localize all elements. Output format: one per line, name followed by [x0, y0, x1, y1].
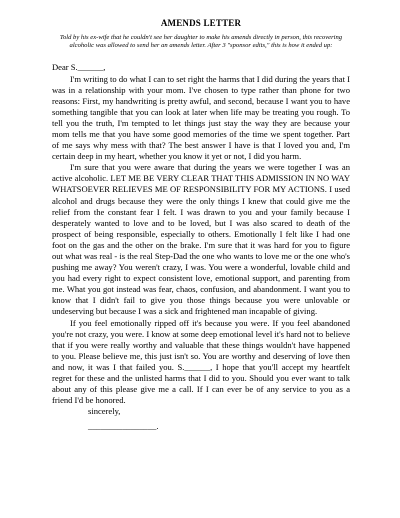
- body-paragraph: I'm sure that you were aware that during the years we were together I was an active alcoholic. LET ME BE VERY CLEAR THAT THIS ADMISSION IN NO WAY WHATSOEVER RELIEVES ME OF RESPONSIBILITY FOR MY ACTIONS. I used alcohol and drugs because they were the only things I knew that could give me the relief from the constant fear I felt. I was drawn to you and your family because I desperately wanted to love and to be loved, but I was also scared to death of the prospect of being responsible, especially to others. Emotionally I felt like I had one foot on the gas and the other on the brake. I'm sure that it was hard for you to figure out what was real - is the real Step-Dad the one who wants to love me or the one who's pushing me away? You weren't crazy, I was. You were a wonderful, lovable child and you had every right to expect consistent love, emotional support, and parenting from me. What you got instead was fear, chaos, confusion, and abandonment. I want you to know that I didn't fail to give you those things because you were unlovable or undeserving but because I was a sick and frightened man incapable of giving.: [52, 162, 350, 317]
- body-paragraph: If you feel emotionally ripped off it's because you were. If you feel abandoned you're not crazy, you were. I know at some deep emotional level it's hard not to believe that if you were really worthy and valuable that these things wouldn't have happened to you. Please believe me, this just isn't so. You are worthy and deserving of love then and now, it was I that failed you. S.______, I hope that you'll accept my heartfelt regret for these and the unlisted harms that I did to you. Should you ever want to talk about any of this please give me a call. If I can ever be of any service to you as a friend I'd be honored.: [52, 317, 350, 406]
- intro-note: Told by his ex-wife that he couldn't see her daughter to make his amends directly in person, this recovering alcoholic was allowed to send her an amends letter. After 3 "sponsor edits," this is how it ended up:: [59, 34, 343, 50]
- document-title: AMENDS LETTER: [160, 18, 242, 28]
- closing: sincerely,: [88, 406, 121, 417]
- body-paragraph: I'm writing to do what I can to set right the harms that I did during the years that I was in a relationship with your mom. I've chosen to type rather than phone for two reasons: First, my handwriting is pretty awful, and second, because I want you to have something tangible that you can look at later when life may be treating you rough. To tell you the truth, I'm tempted to let things just stay the way they are because your mom tells me that you have some good memories of the time we spent together. Part of me says why mess with that? The best answer I have is that I loved you and, I'm certain deep in my heart, whether you know it yet or not, I did you harm.: [52, 73, 350, 162]
- salutation: Dear S.______,: [52, 62, 106, 73]
- signature-line: ________________.: [88, 421, 159, 432]
- letter-page: [52, 18, 350, 433]
